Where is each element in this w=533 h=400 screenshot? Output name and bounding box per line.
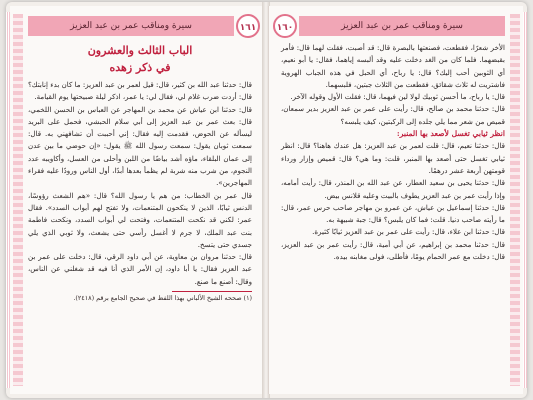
- section-subheading: انظر ثيابي تغسل لأصعد بها المنبر:: [396, 129, 505, 139]
- paragraph: الأخر شعرًا، فقطعت، فصنعتها بالبصرة قال: قد أصبت، فقلت لهما قال: فأمر بقبضهما. فلما كان من الغد دخلت عليه وقد ألبسه إياهما، فقال: يا أبو نعيم، أي الثوبين أحب إليك؟ قال: يا رباح، أي الحبل في هذه الجباب الهروية فاشتريت له ثلاث شقائق، فقطعت من الثلاث جبتين، فلبسهما.: [281, 43, 505, 89]
- page-header: سيرة ومناقب عمر بن عبد العزيز: [299, 16, 505, 36]
- paragraph: قال: حدثنا مروان بن معاوية، عن أبي داود الرقي، قال: دخلت على عمر بن عبد العزيز فقال: يا أبا داود، إن الأمر الذي أنا فيه قد شغلني عن الناس، وقال: أصنع ما صنع.: [28, 252, 252, 286]
- paragraph: قال: حدثنا إسماعيل بن عياش، عن عمرو بن مهاجر صاحب حرس عمر، قال: ما رأيته صاحب دنيا. قلت: فما كان يلبس؟ قال: جبة شبيهة به.: [281, 202, 505, 225]
- left-page: [10, 6, 265, 394]
- page-header: سيرة ومناقب عمر بن عبد العزيز: [28, 16, 234, 36]
- page-number: ١٦١: [236, 14, 260, 38]
- chapter-subtitle: في ذكر زهده: [109, 61, 171, 74]
- paragraph: قال: حدثنا يحيى بن سعيد العطار، عن عبد الله بن المنذر، قال: رأيت أمامه، وإذا رأيت عمر بن عبد العزيز يطوف بالبيت وعليه قلانس بيض.: [281, 178, 505, 200]
- right-page: [268, 6, 523, 394]
- open-book: [6, 2, 527, 398]
- footnote: (١) صححه الشيخ الألباني بهذا اللفظ في صحيح الجامع برقم (٢٤١٨).: [73, 294, 252, 303]
- paragraph: قال: حدثنا ابن عياش عن محمد بن المهاجر عن العباس بن الحسن اللخمي، قال: بعث عمر بن عبد العزيز إلى أبي سلام الحبشي، فحمل على البريد ليسأله عن الحوض، فقدمت إليه فقال: إني أحببت أن تشافهني به. قال: سمعت ثوبان يقول: سمعت رسول الله ﷺ يقول: «إن حوضي ما بين عدن إلى عمان البلقاء، ماؤه أشد بياضًا من اللبن وأحلى من العسل، وأكاويبه عدد النجوم، من شرب منه شربة لم يظمأ بعدها أبدًا، أول الناس ورودًا عليه فقراء المهاجرين».: [28, 104, 252, 188]
- paragraph: قال: حدثنا نعيم، قال: قلت لعمر بن عبد العزيز: هل عندك هاهنا؟ قال: انظر ثيابي تغسل حتى أصعد بها المنبر، قلت: وما هي؟ قال: قميص وإزار ورداء قومتهن أربعة عشر درهمًا.: [281, 141, 505, 175]
- paragraph: قال: حدثنا محمد بن إبراهيم، عن أبي أمية، قال: رأيت عمر بن عبد العزيز، قال: دخلت مع عمر الحمام يومًا، فأطلى، فولى مغابنه بيده.: [281, 239, 505, 262]
- page-number: ١٦٠: [273, 14, 297, 38]
- footnote-rule: [172, 291, 252, 292]
- page-body: [281, 42, 505, 386]
- paragraph: قال: حدثنا محمد بن صالح، قال: رأيت على عمر بن عبد العزيز بدير سمعان، قميص من شعر مما يلي جلده إلى الركبتين، كيف يلبسه؟: [281, 104, 505, 126]
- paragraph: قال: حدثنا عبد الله بن كثير، قال: قيل لعمر بن عبد العزيز: ما كان بدء إنابتك؟ قال: أردت ضرب غلام لي، فقال لي: يا عمر، اذكر ليلة صبيحتها يوم القيامة.: [28, 80, 252, 102]
- decorative-border: [510, 14, 520, 386]
- chapter-title: الباب الثالث والعشرون: [87, 44, 193, 57]
- paragraph: قال عمر بن الخطاب: من هم يا رسول الله؟ قال: «هم الشعث رؤوسًا، الدنس ثيابًا، الذين لا ينكحون المتنعمات، ولا تفتح لهم أبواب السدد». فقال عمر: لكني قد نكحت المتنعمات، وفتحت لي أبواب السدد، ونكحت فاطمة بنت عبد الملك، لا جرم لا أغسل رأسي حتى يشعث، ولا ثوبي الذي يلي جسدي حتى يتسخ.: [28, 190, 252, 249]
- paragraph: قال: حدثنا ابن علاء، قال: رأيت على عمر بن عبد العزيز ثيابًا كثيرة.: [312, 227, 505, 237]
- page-body: [28, 42, 252, 386]
- decorative-border: [13, 14, 23, 386]
- paragraph: قال: يا رباح، ما أحسن ثوبيك لولا لين فيهما، قال: فقلت الأول وقوله الآخر.: [290, 92, 505, 102]
